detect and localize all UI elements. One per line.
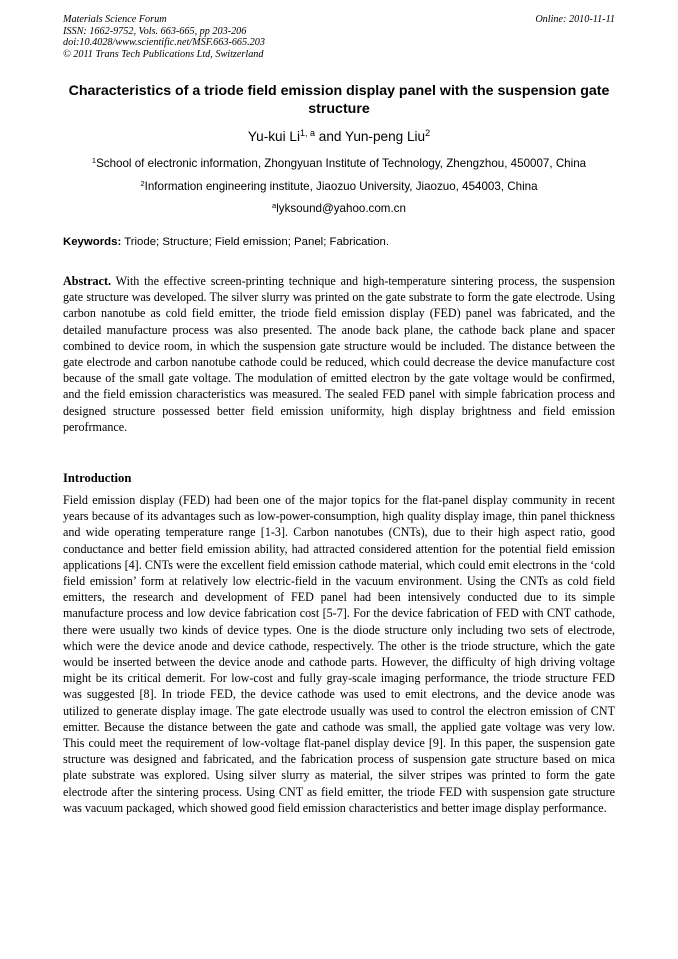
- affiliation-1-mark: 1: [91, 155, 97, 165]
- author-1-name: Yu-kui Li: [247, 129, 300, 144]
- email-line: [20, 202, 658, 216]
- abstract-label: Abstract.: [63, 274, 112, 288]
- author-line: [63, 128, 615, 146]
- keywords: [63, 235, 615, 249]
- abstract-text: With the effective screen-printing technique and high-temperature sintering process, the suspension gate structure was developed. The silver slurry was printed on the gate substrate to form the gate electrode. Using carbon nanotube as cold field emitter, the triode field emission display (FED) panel was fabricated, and the detailed manufacture process was also presented. The anode back plane, the cathode back plane and spacer combined to device room, in which the suspension gate structure would be included. The distance between the gate electrode and carbon nanotube cathode could be reduced, which could decrease the device manufacture cost because of the small gate voltage. The modulation of emitted electron by the gate voltage would be confirmed, and the field emission characteristics was measured. The sealed FED panel with simple fabrication process and designed structure possessed better field emission uniformity, high display brightness and field emission perofrmance.: [63, 274, 615, 434]
- journal-doi: doi:10.4028/www.scientific.net/MSF.663-665.203: [63, 37, 265, 49]
- journal-issn: ISSN: 1662-9752, Vols. 663-665, pp 203-206: [63, 25, 247, 37]
- journal-name: Materials Science Forum: [63, 14, 167, 25]
- author-connector: and: [315, 129, 345, 144]
- email-mark: a: [272, 200, 277, 210]
- affiliation-2: [20, 180, 658, 194]
- paper-title: Characteristics of a triode field emission display panel with the suspension gate structure: [68, 83, 610, 117]
- keywords-text: Triode; Structure; Field emission; Panel; Fabrication.: [121, 236, 390, 248]
- journal-header: [63, 14, 615, 60]
- abstract: [63, 273, 615, 435]
- email-address[interactable]: lyksound@yahoo.com.cn: [276, 202, 406, 215]
- author-2-name: Yun-peng Liu: [345, 129, 426, 144]
- affiliation-2-text: Information engineering institute, Jiaozuo University, Jiaozuo, 454003, China: [144, 180, 538, 193]
- author-2-affiliation-mark: 2: [425, 128, 431, 139]
- affiliation-1: [20, 157, 658, 171]
- journal-copyright: © 2011 Trans Tech Publications Ltd, Switzerland: [63, 48, 264, 60]
- online-date: Online: 2010-11-11: [535, 14, 615, 25]
- introduction-heading: Introduction: [63, 471, 132, 485]
- keywords-label: Keywords:: [63, 236, 122, 248]
- introduction-text: Field emission display (FED) had been one of the major topics for the flat-panel display community in recent years because of its advantages such as low-power-consumption, high quality display image, thin panel thickness and wide operating temperature range [1-3]. Carbon nanotubes (CNTs), due to their high aspect ratio, good conductance and better field emission ability, had attracted considered attention for the potential field emission applications [4]. CNTs were the excellent field emission cathode material, which could emit electrons in the ‘cold field emission’ form at relatively low electric-field in the vacuum environment. Using the CNTs as cold field emitters, the research and development of FED panel had been intensively conducted due to its simple manufacture process and low device fabrication cost [5-7]. For the device fabrication of FED with CNT cathode, there were usually two kinds of device types. One is the diode structure only including two sets of electrode, which were the device anode and device cathode, respectively. The other is the triode structure, which the gate would be inserted between the device anode and cathode parts. However, the difficulty of high driving voltage might be its critical demerit. For low-cost and fully gray-scale imaging performance, the triode structure FED was suggested [8]. In triode FED, the device cathode was used to emit electrons, and the device anode was utilized to generate display image. The gate electrode usually was used to control the electron emission of CNT emitter. Because the distance between the gate and cathode was small, the applied gate voltage was very low. This could meet the requirement of low-voltage flat-panel display device [9]. In this paper, the suspension gate structure was designed and fabricated, and the fabrication process of suspension gate structure based on mica plate substrate was explored. Using silver slurry as material, the silver stripes was printed to form the gate electrode after the sintering process. Using CNT as field emitter, the triode FED with suspension gate structure was vacuum packaged, which showed good field emission characteristics and better image display performance.: [63, 493, 615, 815]
- author-1-affiliation-mark: 1, a: [299, 128, 315, 139]
- affiliation-2-mark: 2: [140, 178, 145, 188]
- affiliation-1-text: School of electronic information, Zhongyuan Institute of Technology, Zhengzhou, 450007, China: [96, 157, 587, 170]
